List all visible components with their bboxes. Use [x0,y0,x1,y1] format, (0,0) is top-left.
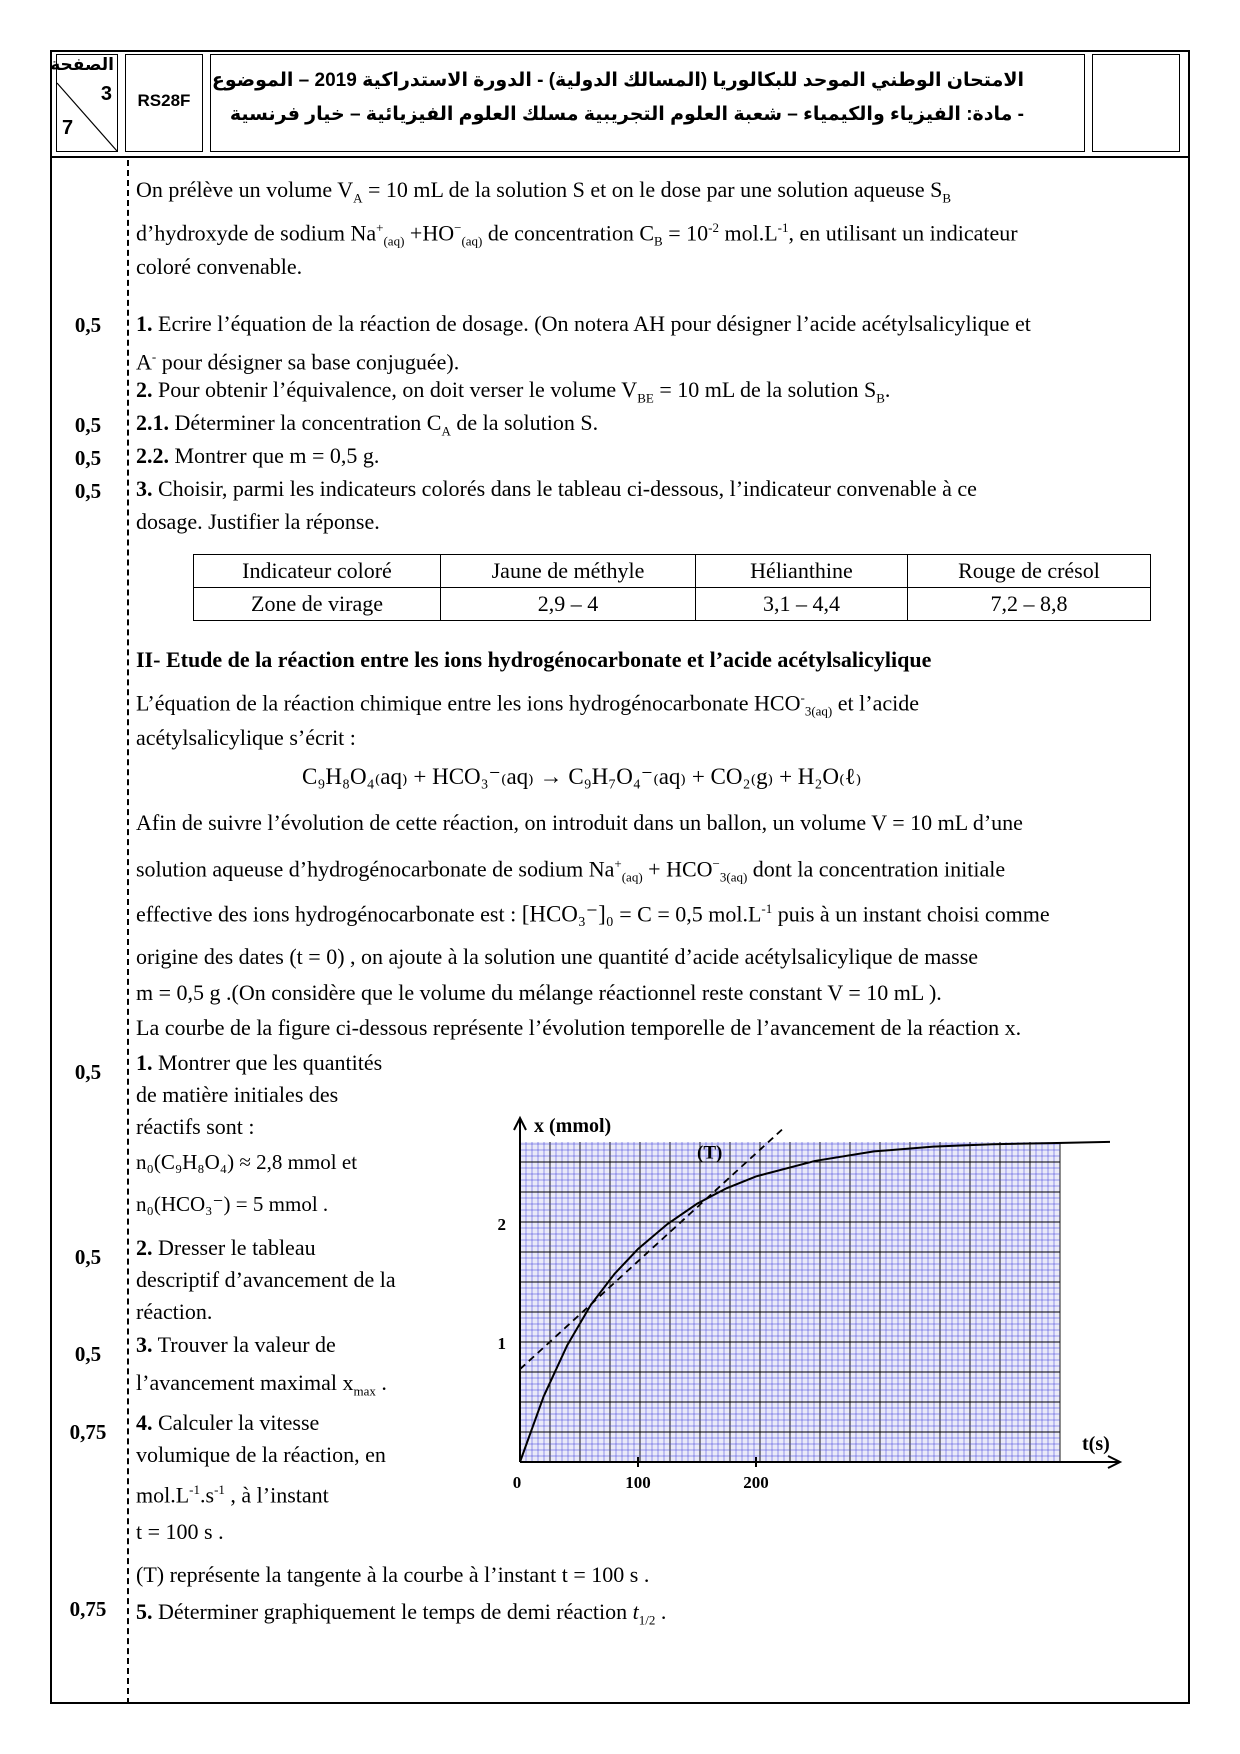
y-axis-label: x (mmol) [534,1115,612,1137]
table-cell: Hélianthine [696,555,908,588]
score-sq2: 0,5 [74,1245,102,1269]
part2-line5: effective des ions hydrogénocarbonate est : [HCO₃⁻]₀ = C = 0,5 $mol.L^{-1}$ puis à un instant choisi comme [136,901,1050,927]
subquestion-4-l4: t = 100 s . [136,1519,224,1544]
table-cell: 7,2 – 8,8 [908,588,1151,621]
subquestion-3-l1: 3. Trouver la valeur de [136,1332,336,1357]
question-3-cont: dosage. Justifier la réponse. [136,509,380,534]
margin-separator [127,160,129,1704]
score-sq5: 0,75 [69,1597,107,1621]
subquestion-3-l2: l’avancement maximal $x_{max}$ . [136,1370,387,1399]
part2-line6: origine des dates (t = 0) , on ajoute à la solution une quantité d’acide acétylsalicylique de masse [136,944,979,969]
score-q22: 0,5 [74,446,102,470]
y-tick-label: 2 [497,1215,506,1234]
subquestion-4-l1: 4. Calculer la vitesse [136,1410,320,1435]
score-sq1: 0,5 [74,1060,102,1084]
y-tick-label: 1 [497,1334,506,1353]
table-cell: Jaune de méthyle [441,555,696,588]
question-2: 2. Pour obtenir l’équivalence, on doit verser le volume $V_{BE} = 10$ mL de la solution $S_B$. [136,377,891,406]
part2-line3: Afin de suivre l’évolution de cette réaction, on introduit dans un ballon, un volume V = 10 mL d’une [136,810,1023,835]
part2-line4: solution aqueuse d’hydrogénocarbonate de sodium $Na^+_{(aq)} + HCO^-_{3(aq)}$ dont la concentration initiale [136,856,1006,885]
table-cell: 3,1 – 4,4 [696,588,908,621]
score-sq4: 0,75 [69,1420,107,1444]
table-cell: 2,9 – 4 [441,588,696,621]
subquestion-2-l2: descriptif d’avancement de la [136,1267,396,1292]
intro-line3: coloré convenable. [136,254,303,279]
subquestion-2-l3: réaction. [136,1299,213,1324]
total-pages: 7 [62,117,74,139]
table-cell: Zone de virage [194,588,441,621]
x-axis-label: t(s) [1082,1433,1110,1455]
chart-grid [520,1142,1060,1462]
page-header [50,50,1190,158]
table-cell: Indicateur coloré [194,555,441,588]
subquestion-2-l1: 2. Dresser le tableau [136,1235,316,1260]
question-1: 1. Ecrire l’équation de la réaction de dosage. (On notera AH pour désigner l’acide acétylsalicylique et [136,311,1031,336]
page-number-box [50,54,118,152]
subquestion-1-l3: réactifs sont : [136,1114,255,1139]
subquestion-4-l5: (T) représente la tangente à la courbe à l’instant t = 100 s . [136,1562,650,1587]
part2-line2: acétylsalicylique s’écrit : [136,725,356,750]
subquestion-1-l2: de matière initiales des [136,1082,339,1107]
part2-title: II- Etude de la réaction entre les ions hydrogénocarbonate et l’acide acétylsalicylique [136,647,932,672]
exam-code: RS28F [137,91,191,110]
question-2-2: 2.2. Montrer que m = 0,5 g. [136,443,380,468]
exam-title-line2: - مادة: الفيزياء والكيمياء – شعبة العلوم التجريبية مسلك العلوم الفيزيائية – خيار فرنسية [229,104,1024,125]
score-q21: 0,5 [74,413,102,437]
x-tick-label: 0 [512,1473,522,1492]
part2-line8: La courbe de la figure ci-dessous représente l’évolution temporelle de l’avancement de la réaction x. [136,1015,1022,1040]
subquestion-4-l3: $mol.L^{-1}.s^{-1}$ , à l’instant [136,1482,329,1508]
title-box [210,54,1085,152]
subquestion-5: 5. Déterminer graphiquement le temps de demi réaction $t_{1/2}$ . [136,1599,667,1628]
subquestion-4-l2: volumique de la réaction, en [136,1442,386,1467]
table-row [194,555,1151,588]
table-row [194,588,1151,621]
x-tick-label: 200 [743,1473,769,1492]
score-q1: 0,5 [74,313,102,337]
score-q3: 0,5 [74,479,102,503]
question-2-1: 2.1. Déterminer la concentration $C_A$ de la solution S. [136,410,599,439]
empty-header-box [1092,54,1180,152]
exam-code-box [125,54,203,152]
tangent-label: (T) [697,1142,723,1164]
x-tick-label: 100 [625,1473,651,1492]
indicator-table [193,554,1151,621]
subquestion-1-l5: n₀(HCO₃⁻) = 5 mmol . [136,1192,329,1216]
page-number: 3 [100,83,112,105]
question-3: 3. Choisir, parmi les indicateurs colorés dans le tableau ci-dessous, l’indicateur convenable à ce [136,476,977,501]
intro-line2: d’hydroxyde de sodium $Na^+_{(aq)} +HO^-_{(aq)}$ de concentration $C_B = 10^{-2}$ $mol.L^{-1}$, en utilisant un indicateur [136,220,1018,249]
page-label: الصفحة [50,55,114,74]
part2-line1: L’équation de la réaction chimique entre les ions hydrogénocarbonate $HCO^-_{3(aq)}$ et l’acide [136,690,919,719]
intro-line1: On prélève un volume $V_A = 10$ mL de la solution S et on le dose par une solution aqueuse $S_B$ [136,177,952,206]
reaction-equation: C₉H₈O₄₍aq₎ + HCO₃⁻₍aq₎ → C₉H₇O₄⁻₍aq₎ + CO₂₍g₎ + H₂O₍ℓ₎ [302,764,862,789]
subquestion-1-l4: n₀(C₉H₈O₄) ≈ 2,8 mmol et [136,1150,358,1174]
part2-line7: m = 0,5 g .(On considère que le volume du mélange réactionnel reste constant V = 10 mL ). [136,980,942,1005]
question-1-cont: A- pour désigner sa base conjuguée). [136,349,460,375]
avancement-chart [470,1070,1190,1520]
score-sq3: 0,5 [74,1342,102,1366]
table-cell: Rouge de crésol [908,555,1151,588]
exam-title-line1: الامتحان الوطني الموحد للبكالوريا (المسالك الدولية) - الدورة الاستدراكية 2019 – الموضوع [211,70,1024,91]
subquestion-1-l1: 1. Montrer que les quantités [136,1050,383,1075]
